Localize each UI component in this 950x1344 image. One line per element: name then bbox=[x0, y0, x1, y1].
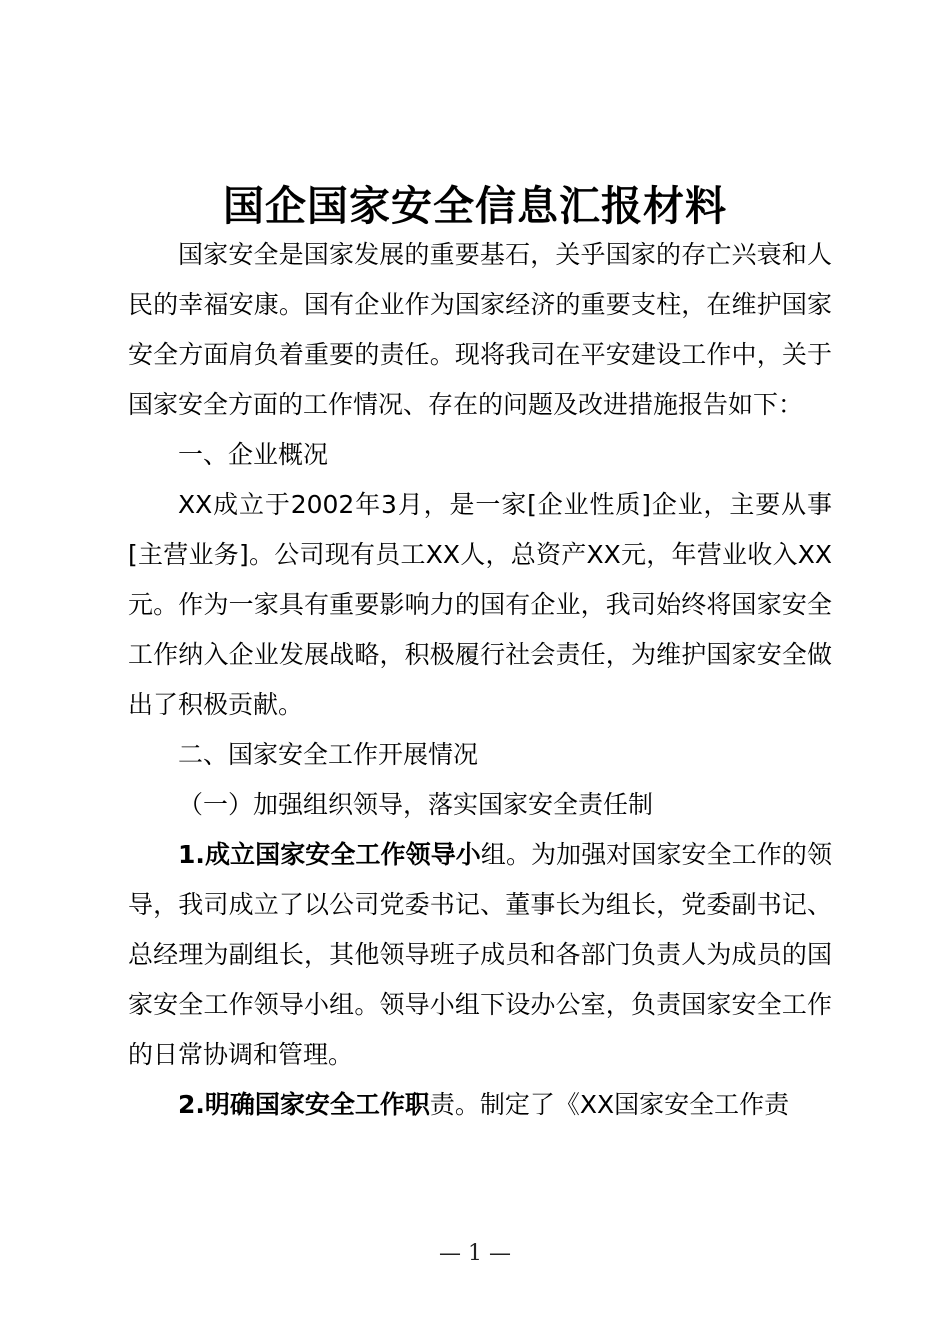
item-paragraph-2 bbox=[128, 1080, 832, 1130]
subsection-heading-leadership: （一）加强组织领导，落实国家安全责任制 bbox=[178, 790, 654, 819]
item-lead-2: 2.明确国家安全工作职 bbox=[178, 1090, 430, 1119]
item-paragraph-1 bbox=[128, 830, 832, 1080]
section-heading-overview: 一、企业概况 bbox=[178, 440, 329, 469]
page-number: — 1 — bbox=[439, 1241, 511, 1266]
document-title: 国企国家安全信息汇报材料 bbox=[223, 182, 727, 230]
overview-paragraph: XX成立于2002年3月，是一家[企业性质]企业，主要从事[主营业务]。公司现有员工XX人，总资产XX元，年营业收入XX元。作为一家具有重要影响力的国有企业，我司始终将国家安全工作纳入企业发展战略，积极履行社会责任，为维护国家安全做出了积极贡献。 bbox=[128, 490, 832, 719]
item-text-2: 责。制定了《XX国家安全工作责 bbox=[429, 1090, 790, 1119]
item-text-1: 组。为加强对国家安全工作的领导，我司成立了以公司党委书记、董事长为组长，党委副书记、总经理为副组长，其他领导班子成员和各部门负责人为成员的国家安全工作领导小组。领导小组下设办公室，负责国家安全工作的日常协调和管理。 bbox=[128, 840, 832, 1069]
section-heading-work: 二、国家安全工作开展情况 bbox=[178, 740, 479, 769]
document-body bbox=[128, 230, 832, 1130]
intro-paragraph: 国家安全是国家发展的重要基石，关乎国家的存亡兴衰和人民的幸福安康。国有企业作为国家经济的重要支柱，在维护国家安全方面肩负着重要的责任。现将我司在平安建设工作中，关于国家安全方面的工作情况、存在的问题及改进措施报告如下： bbox=[128, 240, 832, 419]
item-lead-1: 1.成立国家安全工作领导小 bbox=[178, 840, 481, 869]
